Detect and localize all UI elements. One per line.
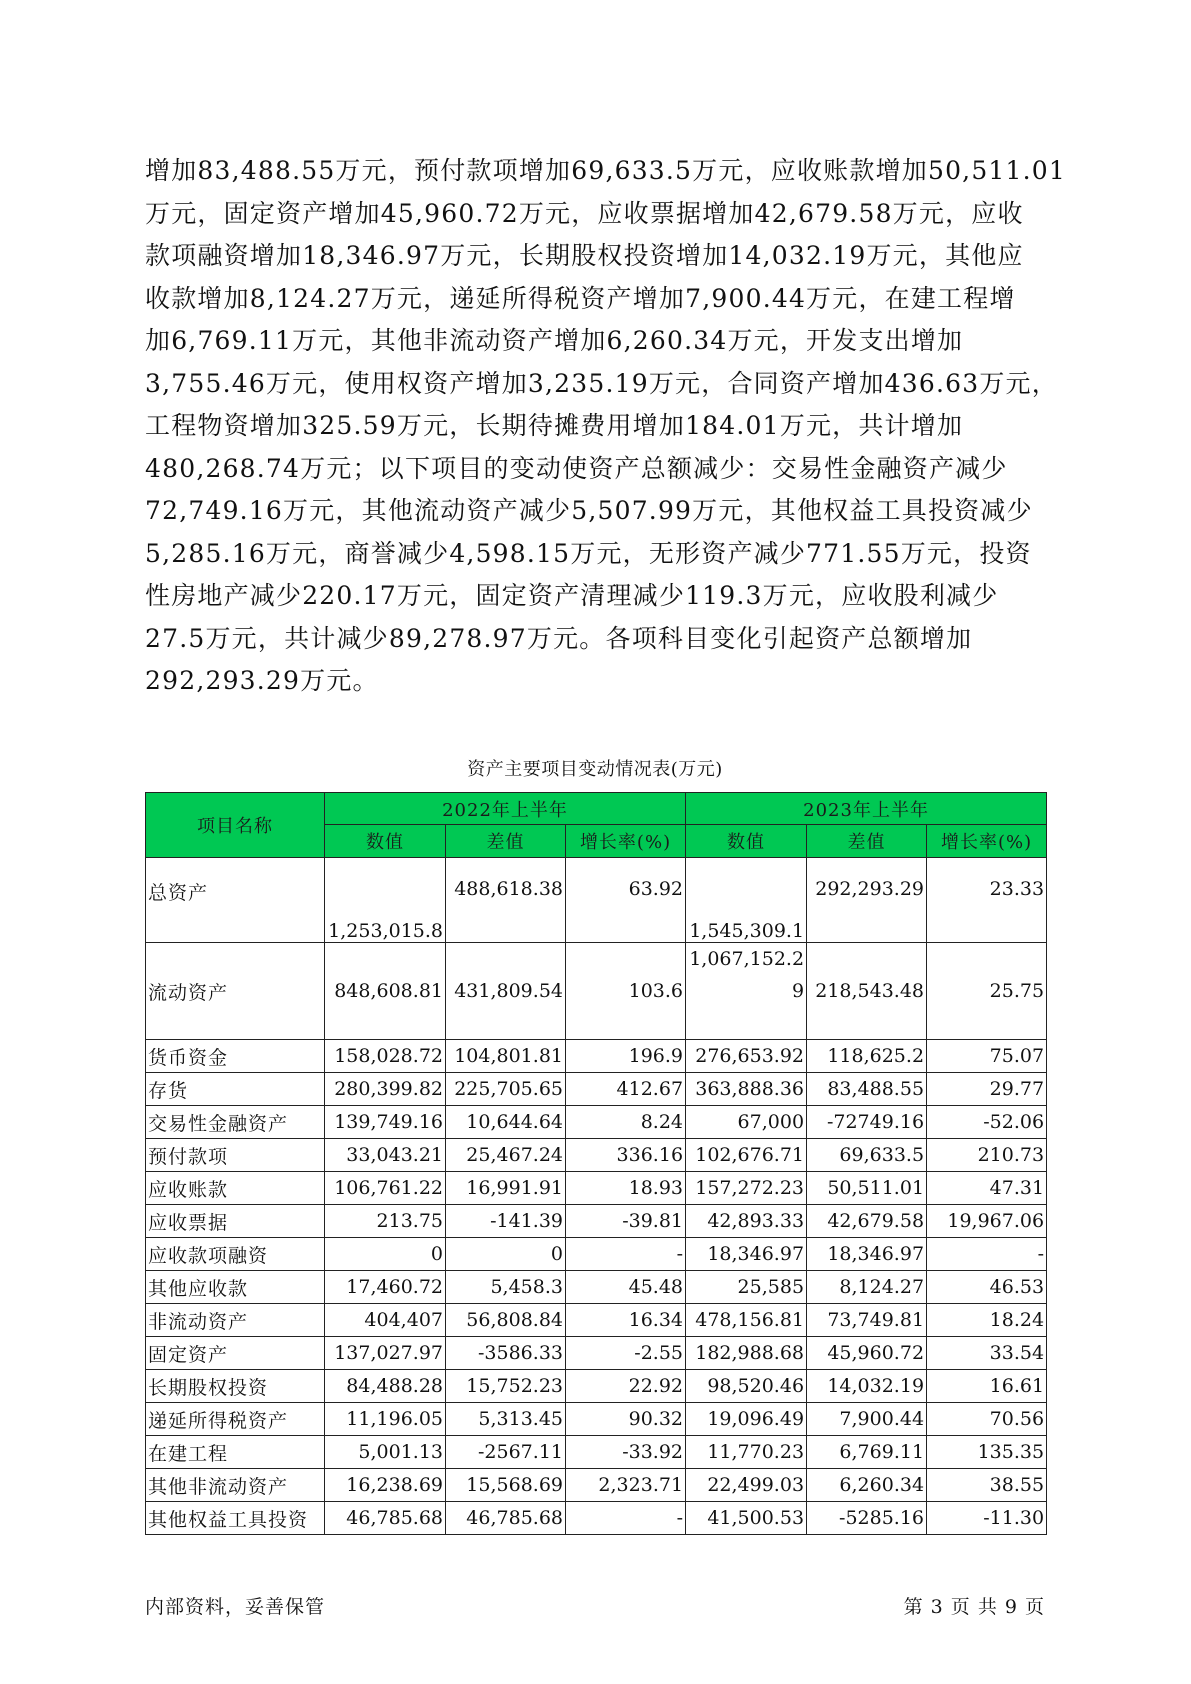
cell-growth-2022: 18.93 bbox=[566, 1172, 686, 1205]
table-row bbox=[146, 943, 1047, 1040]
cell-diff-2023: -5285.16 bbox=[807, 1502, 927, 1535]
cell-diff-2022: 56,808.84 bbox=[446, 1304, 566, 1337]
cell-value-2023: 41,500.53 bbox=[686, 1502, 807, 1535]
row-name: 其他非流动资产 bbox=[146, 1469, 325, 1502]
table-caption: 资产主要项目变动情况表(万元) bbox=[467, 759, 723, 780]
cell-growth-2023: - bbox=[927, 1238, 1047, 1271]
row-name: 非流动资产 bbox=[146, 1304, 325, 1337]
cell-diff-2022: -3586.33 bbox=[446, 1337, 566, 1370]
row-name: 应收票据 bbox=[146, 1205, 325, 1238]
footer-page-number: 第 3 页 共 9 页 bbox=[903, 1596, 1045, 1618]
table-row bbox=[146, 858, 1047, 943]
cell-growth-2023: 46.53 bbox=[927, 1271, 1047, 1304]
cell-diff-2022: 25,467.24 bbox=[446, 1139, 566, 1172]
cell-diff-2022: 10,644.64 bbox=[446, 1106, 566, 1139]
cell-growth-2023: -11.30 bbox=[927, 1502, 1047, 1535]
cell-value-2022: 137,027.97 bbox=[325, 1337, 446, 1370]
table-row bbox=[146, 1172, 1047, 1205]
cell-diff-2023: -72749.16 bbox=[807, 1106, 927, 1139]
cell-value-2023: 102,676.71 bbox=[686, 1139, 807, 1172]
header-item-name: 项目名称 bbox=[146, 793, 325, 858]
cell-growth-2022: 412.67 bbox=[566, 1073, 686, 1106]
cell-diff-2023: 8,124.27 bbox=[807, 1271, 927, 1304]
table-row bbox=[146, 1337, 1047, 1370]
paragraph-line: 工程物资增加325.59万元，长期待摊费用增加184.01万元，共计增加 bbox=[145, 411, 964, 440]
cell-diff-2023: 69,633.5 bbox=[807, 1139, 927, 1172]
table-row bbox=[146, 1040, 1047, 1073]
cell-value-2023: 22,499.03 bbox=[686, 1469, 807, 1502]
cell-diff-2022: -2567.11 bbox=[446, 1436, 566, 1469]
cell-diff-2022: 15,752.23 bbox=[446, 1370, 566, 1403]
cell-value-2022: 46,785.68 bbox=[325, 1502, 446, 1535]
cell-growth-2022: -39.81 bbox=[566, 1205, 686, 1238]
table-row bbox=[146, 1205, 1047, 1238]
cell-value-2023: 67,000 bbox=[686, 1106, 807, 1139]
table-row bbox=[146, 1436, 1047, 1469]
cell-growth-2022: -2.55 bbox=[566, 1337, 686, 1370]
table-row bbox=[146, 1106, 1047, 1139]
cell-diff-2023: 292,293.29 bbox=[807, 858, 927, 943]
cell-diff-2023: 218,543.48 bbox=[807, 943, 927, 1040]
row-name: 交易性金融资产 bbox=[146, 1106, 325, 1139]
cell-diff-2023: 6,769.11 bbox=[807, 1436, 927, 1469]
cell-value-2022: 16,238.69 bbox=[325, 1469, 446, 1502]
cell-growth-2022: 336.16 bbox=[566, 1139, 686, 1172]
cell-growth-2023: 135.35 bbox=[927, 1436, 1047, 1469]
paragraph-line: 27.5万元，共计减少89,278.97万元。各项科目变化引起资产总额增加 bbox=[145, 623, 973, 653]
cell-value-2023: 98,520.46 bbox=[686, 1370, 807, 1403]
table-row bbox=[146, 1502, 1047, 1535]
paragraph-line: 增加83,488.55万元，预付款项增加69,633.5万元，应收账款增加50,511.01 bbox=[145, 156, 1066, 185]
paragraph-line: 480,268.74万元；以下项目的变动使资产总额减少：交易性金融资产减少 bbox=[145, 453, 1008, 483]
cell-growth-2023: -52.06 bbox=[927, 1106, 1047, 1139]
cell-growth-2023: 75.07 bbox=[927, 1040, 1047, 1073]
paragraph-line: 款项融资增加18,346.97万元，长期股权投资增加14,032.19万元，其他应 bbox=[145, 241, 1024, 270]
cell-growth-2023: 25.75 bbox=[927, 943, 1047, 1040]
cell-value-2023: 363,888.36 bbox=[686, 1073, 807, 1106]
cell-diff-2023: 6,260.34 bbox=[807, 1469, 927, 1502]
cell-diff-2023: 118,625.2 bbox=[807, 1040, 927, 1073]
cell-value-2023: 157,272.23 bbox=[686, 1172, 807, 1205]
cell-value-2022: 5,001.13 bbox=[325, 1436, 446, 1469]
cell-diff-2022: 46,785.68 bbox=[446, 1502, 566, 1535]
row-name: 预付款项 bbox=[146, 1139, 325, 1172]
cell-growth-2022: - bbox=[566, 1502, 686, 1535]
cell-value-2023: 1,067,152.29 bbox=[686, 943, 807, 1040]
cell-value-2022: 1,253,015.8 bbox=[325, 858, 446, 943]
header-diff-2023: 差值 bbox=[807, 825, 927, 858]
cell-diff-2022: 5,313.45 bbox=[446, 1403, 566, 1436]
paragraph-line: 3,755.46万元，使用权资产增加3,235.19万元，合同资产增加436.63万元， bbox=[145, 368, 1058, 398]
cell-value-2022: 404,407 bbox=[325, 1304, 446, 1337]
cell-value-2022: 139,749.16 bbox=[325, 1106, 446, 1139]
table-row bbox=[146, 1073, 1047, 1106]
cell-growth-2022: 8.24 bbox=[566, 1106, 686, 1139]
cell-growth-2023: 70.56 bbox=[927, 1403, 1047, 1436]
cell-value-2022: 33,043.21 bbox=[325, 1139, 446, 1172]
header-growth-2022: 增长率(%) bbox=[566, 825, 686, 858]
table-row bbox=[146, 1403, 1047, 1436]
cell-diff-2023: 73,749.81 bbox=[807, 1304, 927, 1337]
header-value-2023: 数值 bbox=[686, 825, 807, 858]
header-period-2022: 2022年上半年 bbox=[325, 793, 686, 825]
cell-diff-2022: 488,618.38 bbox=[446, 858, 566, 943]
header-growth-2023: 增长率(%) bbox=[927, 825, 1047, 858]
table-row bbox=[146, 1271, 1047, 1304]
header-period-2023: 2023年上半年 bbox=[686, 793, 1047, 825]
table-row bbox=[146, 1139, 1047, 1172]
cell-value-2023: 276,653.92 bbox=[686, 1040, 807, 1073]
cell-value-2023: 182,988.68 bbox=[686, 1337, 807, 1370]
header-value-2022: 数值 bbox=[325, 825, 446, 858]
cell-growth-2022: - bbox=[566, 1238, 686, 1271]
row-name: 在建工程 bbox=[146, 1436, 325, 1469]
cell-value-2023: 478,156.81 bbox=[686, 1304, 807, 1337]
cell-growth-2023: 29.77 bbox=[927, 1073, 1047, 1106]
cell-growth-2023: 23.33 bbox=[927, 858, 1047, 943]
cell-growth-2023: 38.55 bbox=[927, 1469, 1047, 1502]
paragraph-line: 5,285.16万元，商誉减少4,598.15万元，无形资产减少771.55万元，投资 bbox=[145, 538, 1032, 568]
cell-value-2022: 848,608.81 bbox=[325, 943, 446, 1040]
row-name: 流动资产 bbox=[146, 943, 325, 1040]
cell-growth-2023: 16.61 bbox=[927, 1370, 1047, 1403]
paragraph-line: 72,749.16万元，其他流动资产减少5,507.99万元，其他权益工具投资减少 bbox=[145, 496, 1033, 525]
body-paragraph bbox=[145, 150, 1066, 703]
cell-growth-2022: 103.6 bbox=[566, 943, 686, 1040]
cell-diff-2023: 14,032.19 bbox=[807, 1370, 927, 1403]
cell-growth-2023: 18.24 bbox=[927, 1304, 1047, 1337]
row-name: 应收款项融资 bbox=[146, 1238, 325, 1271]
cell-diff-2022: 15,568.69 bbox=[446, 1469, 566, 1502]
cell-growth-2022: 22.92 bbox=[566, 1370, 686, 1403]
cell-diff-2023: 45,960.72 bbox=[807, 1337, 927, 1370]
row-name: 应收账款 bbox=[146, 1172, 325, 1205]
paragraph-line: 292,293.29万元。 bbox=[145, 666, 379, 695]
cell-value-2023: 1,545,309.1 bbox=[686, 858, 807, 943]
cell-value-2022: 158,028.72 bbox=[325, 1040, 446, 1073]
cell-growth-2023: 210.73 bbox=[927, 1139, 1047, 1172]
paragraph-line: 性房地产减少220.17万元，固定资产清理减少119.3万元，应收股利减少 bbox=[145, 581, 999, 610]
cell-diff-2023: 42,679.58 bbox=[807, 1205, 927, 1238]
row-name: 其他应收款 bbox=[146, 1271, 325, 1304]
cell-diff-2022: 104,801.81 bbox=[446, 1040, 566, 1073]
footer-confidential-note: 内部资料，妥善保管 bbox=[145, 1596, 326, 1618]
cell-diff-2022: -141.39 bbox=[446, 1205, 566, 1238]
cell-diff-2023: 50,511.01 bbox=[807, 1172, 927, 1205]
cell-growth-2022: 196.9 bbox=[566, 1040, 686, 1073]
cell-diff-2022: 431,809.54 bbox=[446, 943, 566, 1040]
cell-value-2023: 25,585 bbox=[686, 1271, 807, 1304]
cell-value-2022: 213.75 bbox=[325, 1205, 446, 1238]
table-row bbox=[146, 1238, 1047, 1271]
cell-value-2022: 280,399.82 bbox=[325, 1073, 446, 1106]
cell-diff-2023: 18,346.97 bbox=[807, 1238, 927, 1271]
cell-growth-2022: -33.92 bbox=[566, 1436, 686, 1469]
cell-diff-2022: 5,458.3 bbox=[446, 1271, 566, 1304]
cell-diff-2022: 225,705.65 bbox=[446, 1073, 566, 1106]
table-row bbox=[146, 1370, 1047, 1403]
asset-changes-table bbox=[145, 792, 1047, 1535]
table-row bbox=[146, 1304, 1047, 1337]
cell-growth-2022: 16.34 bbox=[566, 1304, 686, 1337]
cell-growth-2023: 33.54 bbox=[927, 1337, 1047, 1370]
table-row bbox=[146, 1469, 1047, 1502]
row-name: 长期股权投资 bbox=[146, 1370, 325, 1403]
cell-value-2022: 0 bbox=[325, 1238, 446, 1271]
row-name: 固定资产 bbox=[146, 1337, 325, 1370]
row-name: 递延所得税资产 bbox=[146, 1403, 325, 1436]
table-header-row bbox=[146, 793, 1047, 825]
row-name: 货币资金 bbox=[146, 1040, 325, 1073]
cell-value-2023: 19,096.49 bbox=[686, 1403, 807, 1436]
cell-value-2022: 17,460.72 bbox=[325, 1271, 446, 1304]
header-diff-2022: 差值 bbox=[446, 825, 566, 858]
cell-growth-2023: 19,967.06 bbox=[927, 1205, 1047, 1238]
cell-growth-2022: 63.92 bbox=[566, 858, 686, 943]
cell-growth-2022: 90.32 bbox=[566, 1403, 686, 1436]
cell-growth-2022: 45.48 bbox=[566, 1271, 686, 1304]
cell-value-2023: 11,770.23 bbox=[686, 1436, 807, 1469]
cell-value-2022: 84,488.28 bbox=[325, 1370, 446, 1403]
paragraph-line: 收款增加8,124.27万元，递延所得税资产增加7,900.44万元，在建工程增 bbox=[145, 283, 1016, 313]
cell-value-2022: 11,196.05 bbox=[325, 1403, 446, 1436]
cell-value-2022: 106,761.22 bbox=[325, 1172, 446, 1205]
row-name: 总资产 bbox=[146, 858, 325, 943]
cell-growth-2022: 2,323.71 bbox=[566, 1469, 686, 1502]
cell-diff-2022: 16,991.91 bbox=[446, 1172, 566, 1205]
cell-growth-2023: 47.31 bbox=[927, 1172, 1047, 1205]
cell-diff-2022: 0 bbox=[446, 1238, 566, 1271]
cell-diff-2023: 83,488.55 bbox=[807, 1073, 927, 1106]
paragraph-line: 万元，固定资产增加45,960.72万元，应收票据增加42,679.58万元，应收 bbox=[145, 198, 1024, 228]
paragraph-line: 加6,769.11万元，其他非流动资产增加6,260.34万元，开发支出增加 bbox=[145, 326, 964, 355]
cell-value-2023: 42,893.33 bbox=[686, 1205, 807, 1238]
cell-value-2023: 18,346.97 bbox=[686, 1238, 807, 1271]
cell-diff-2023: 7,900.44 bbox=[807, 1403, 927, 1436]
row-name: 存货 bbox=[146, 1073, 325, 1106]
row-name: 其他权益工具投资 bbox=[146, 1502, 325, 1535]
